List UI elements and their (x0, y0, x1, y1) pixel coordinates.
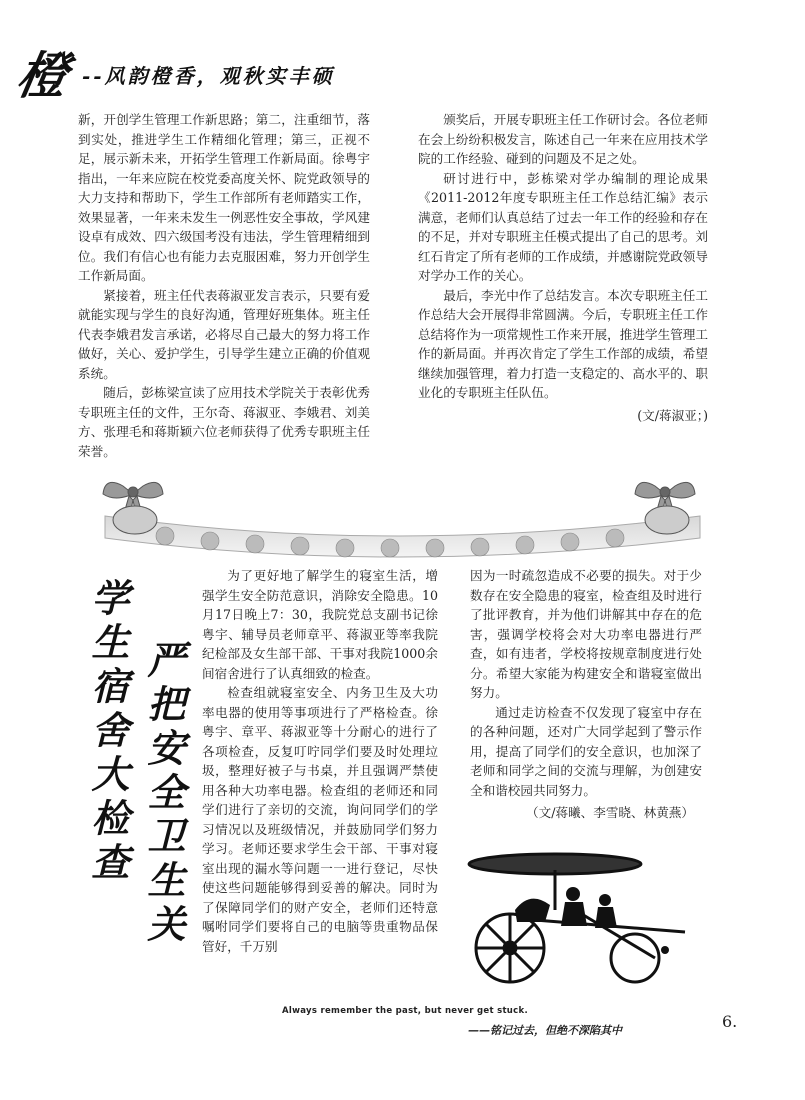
header-subtitle: --风韵橙香，观秋实丰硕 (82, 64, 335, 88)
footer-quote-english: Always remember the past, but never get stuck. (282, 1006, 528, 1016)
article1-paragraph: 随后，彭栋梁宣读了应用技术学院关于表彰优秀专职班主任的文件，王尔奇、蒋淑亚、李娥君、刘美方、张理毛和蒋斯颖六位老师获得了优秀专职班主任荣誉。 (78, 385, 370, 459)
article2-right-column (470, 566, 702, 823)
article1-paragraph: 最后，李光中作了总结发言。本次专职班主任工作总结大会开展得非常圆满。今后，专职班主任工作总结将作为一项常规性工作来开展，推进学生管理工作的新局面。并再次肯定了学生工作部的成绩，希望继续加强管理，着力打造一支稳定的、高水平的、职业化的专职班主任队伍。 (418, 287, 708, 400)
article2-paragraph: 检查组就寝室安全、内务卫生及大功率电器的使用等事项进行了严格检查。徐粤宇、章平、蒋淑亚等十分耐心的进行了各项检查，反复叮咛同学们要及时处理垃圾，整理好被子与书桌，并且强调严禁使用各种大功率电器。检查组的老师还和同学们进行了亲切的交流，询问同学们的学习情况以及班级情况，并鼓励同学们努力学习。老师还要求学生会干部、干事对寝室出现的漏水等问题一一进行登记，尽快使这些问题能够得到妥善的解决。同时为了保障同学们的财产安全，老师们还特意嘱咐同学们要将自己的电脑等贵重物品保管好，千万别 (202, 685, 438, 954)
article2-paragraph: 通过走访检查不仅发现了寝室中存在的各种问题，还对广大同学起到了警示作用，提高了同学们的安全意识，也加深了老师和同学之间的交流与理解，为创建安全和谐校园共同努力。 (470, 704, 702, 798)
article1-credit: (文/蒋淑亚；) (637, 407, 708, 423)
header-calligraphy-char: 橙 (12, 46, 73, 105)
article1-left-column (78, 110, 370, 461)
decorative-ribbon-banner (95, 476, 710, 576)
article1-paragraph: 紧接着，班主任代表蒋淑亚发言表示，只要有爱就能实现与学生的良好沟通，管理好班集体。班主任代表李娥君发言承诺，必将尽自己最大的努力将工作做好，关心、爱护学生，引导学生建立正确的价值观系统。 (78, 287, 370, 381)
page-number: 6. (722, 1012, 738, 1031)
article1-paragraph: 颁奖后，开展专职班主任工作研讨会。各位老师在会上纷纷积极发言，陈述自己一年来在应用技术学院的工作经验、碰到的问题及不足之处。 (418, 112, 708, 166)
article1-paragraph: 研讨进行中，彭栋梁对学办编制的理论成果《2011-2012年度专职班主任工作总结汇编》表示满意，老师们认真总结了过去一年工作的经验和存在的不足，并对专职班主任模式提出了自己的思考。刘红石肯定了所有老师的工作成绩，并感谢院党政领导对学办工作的关心。 (418, 170, 708, 283)
article2-paragraph: 因为一时疏忽造成不必要的损失。对于少数存在安全隐患的寝室，检查组及时进行了批评教育，并为他们讲解其中存在的危害，强调学校将会对大功率电器进行严查，如有违者，学校将按规章制度进行处分。希望大家能为构建安全和谐寝室做出努力。 (470, 568, 702, 700)
footer-quote-chinese: ——铭记过去，但绝不深陷其中 (468, 1024, 622, 1037)
article2-credit: （文/蒋曦、李雪晓、林黄燕） (526, 805, 694, 820)
article1-paragraph: 新，开创学生管理工作新思路；第二，注重细节，落到实处，推进学生工作精细化管理；第三，正视不足，展示新未来，开拓学生管理工作新局面。徐粤宇指出，一年来应院在校党委高度关怀、院党政领导的大力支持和帮助下，学生工作部所有老师踏实工作，效果显著，一年来未发生一例恶性安全事故，学风建设卓有成效、四六级国考没有违法，学生管理精细到位。我们有信心也有能力去克服困难，努力开创学生工作新局面。 (78, 112, 370, 283)
article2-left-column (202, 566, 438, 956)
article1-right-column (418, 110, 708, 425)
article2-title-sub: 严把安全卫生关 (141, 640, 186, 948)
article2-title-main: 学生宿舍大检查 (85, 578, 130, 886)
article2-paragraph: 为了更好地了解学生的寝室生活，增强学生安全防范意识，消除安全隐患。10月17日晚上7：30，我院党总支副书记徐粤宇、辅导员老师章平、蒋淑亚等率我院纪检部及女生部干部、干事对我院1000余间宿舍进行了认真细致的检查。 (202, 568, 438, 681)
rickshaw-illustration-icon (455, 850, 703, 990)
